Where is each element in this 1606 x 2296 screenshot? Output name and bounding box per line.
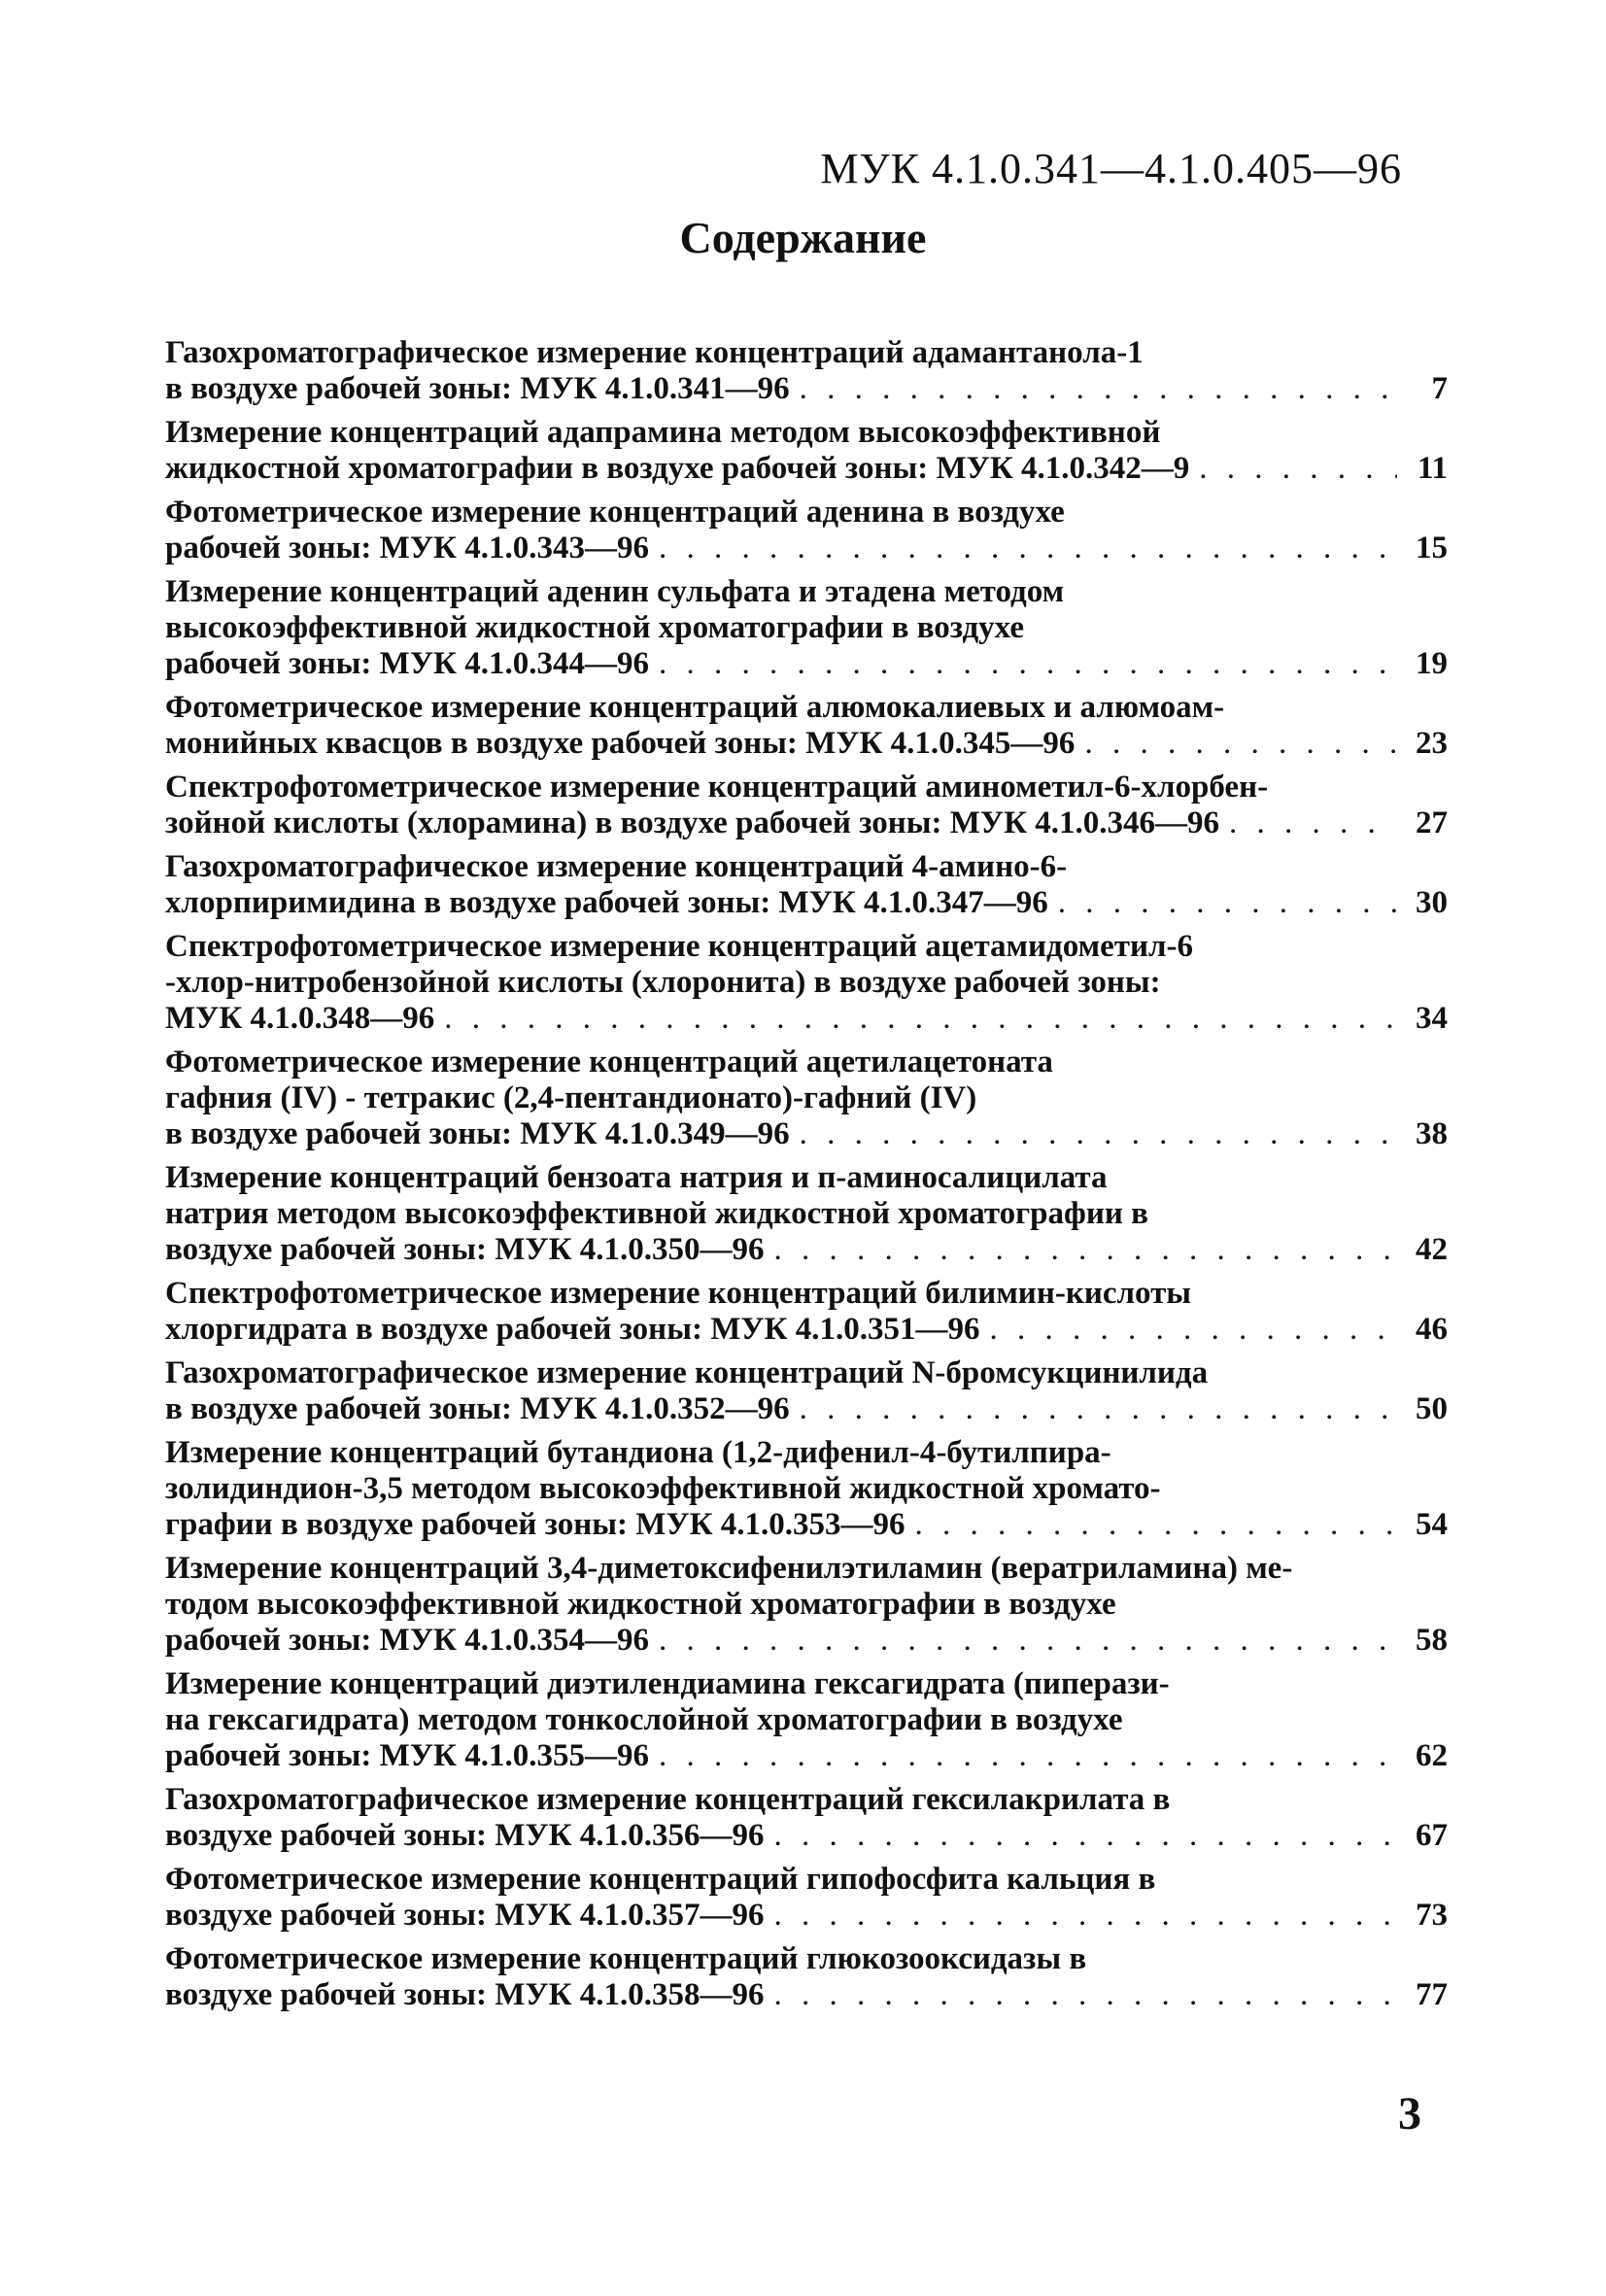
toc-entry-line (165, 1391, 1448, 1427)
toc-entry-line: Газохроматографическое измерение концентраций адамантанола-1 (165, 335, 1144, 370)
toc-entry-text: в воздухе рабочей зоны: МУК 4.1.0.341—96 (165, 371, 790, 406)
toc-entry-line (165, 1818, 1448, 1854)
dot-leader (800, 371, 1397, 407)
toc-page-number: 46 (1416, 1312, 1448, 1347)
toc-entry-line: Спектрофотометрическое измерение концентраций ацетамидометил-6 (165, 929, 1193, 964)
toc-entry-line (165, 371, 1448, 407)
toc-entry-line (165, 531, 1448, 566)
toc-page-number: 62 (1416, 1738, 1448, 1773)
toc-entry-line: натрия методом высокоэффективной жидкостной хроматографии в (165, 1196, 1148, 1231)
dot-leader (659, 1623, 1397, 1659)
document-code: МУК 4.1.0.341—4.1.0.405—96 (820, 145, 1402, 192)
dot-leader (444, 1001, 1397, 1037)
dot-leader (800, 1116, 1397, 1152)
toc-page-number: 19 (1416, 646, 1448, 681)
toc-entry-line (165, 1507, 1448, 1543)
toc-entry-line (165, 1898, 1448, 1934)
toc-entry-line: гафния (IV) - тетракис (2,4-пентандионато)-гафний (IV) (165, 1080, 977, 1115)
toc-entry-text: в воздухе рабочей зоны: МУК 4.1.0.349—96 (165, 1116, 790, 1151)
toc-page-number: 11 (1417, 451, 1448, 486)
toc-entry-line: Фотометрическое измерение концентраций глюкозооксидазы в (165, 1941, 1087, 1976)
toc-page-number: 50 (1416, 1391, 1448, 1426)
toc-entry-text: рабочей зоны: МУК 4.1.0.343—96 (165, 531, 649, 565)
toc-entry-text: жидкостной хроматографии в воздухе рабочей зоны: МУК 4.1.0.342—9 (165, 451, 1190, 486)
toc-entry-line (165, 885, 1448, 921)
toc-entry-line: на гексагидрата) методом тонкослойной хроматографии в воздухе (165, 1702, 1123, 1737)
toc-entry-text: воздухе рабочей зоны: МУК 4.1.0.356—96 (165, 1818, 765, 1853)
dot-leader (1229, 805, 1397, 841)
toc-entry[interactable] (165, 929, 1448, 1037)
toc-entry-line: Фотометрическое измерение концентраций гипофосфита кальция в (165, 1862, 1156, 1897)
toc-page-number: 38 (1416, 1116, 1448, 1151)
toc-entry[interactable] (165, 415, 1448, 487)
toc-entry-line: Фотометрическое измерение концентраций алюмокалиевых и алюмоам- (165, 690, 1225, 725)
toc-entry-line: Спектрофотометрическое измерение концентраций аминометил-6-хлорбен- (165, 770, 1269, 805)
toc-entry[interactable] (165, 1551, 1448, 1659)
toc-page-number: 15 (1416, 531, 1448, 565)
page-number: 3 (1398, 2088, 1421, 2140)
toc-entry-text: воздухе рабочей зоны: МУК 4.1.0.350—96 (165, 1232, 765, 1267)
toc-page-number: 67 (1416, 1818, 1448, 1853)
toc-entry-line: Спектрофотометрическое измерение концентраций билимин-кислоты (165, 1276, 1192, 1311)
toc-entry[interactable] (165, 495, 1448, 566)
toc-entry-text: зойной кислоты (хлорамина) в воздухе рабочей зоны: МУК 4.1.0.346—96 (165, 805, 1220, 840)
toc-entry-text: в воздухе рабочей зоны: МУК 4.1.0.352—96 (165, 1391, 790, 1426)
toc-page-number: 54 (1416, 1507, 1448, 1542)
toc-entry-line: Фотометрическое измерение концентраций ацетилацетоната (165, 1045, 1053, 1079)
toc-entry-line: Газохроматографическое измерение концентраций N-бромсукцинилида (165, 1355, 1209, 1390)
toc-page-number: 58 (1416, 1623, 1448, 1658)
toc-entry[interactable] (165, 1666, 1448, 1774)
toc-entry[interactable] (165, 1862, 1448, 1934)
toc-page-number: 27 (1416, 805, 1448, 840)
toc-page-number: 42 (1416, 1232, 1448, 1267)
toc-entry-line: Измерение концентраций бензоата натрия и п-аминосалицилата (165, 1160, 1108, 1195)
toc-entry-line: высокоэффективной жидкостной хроматографии в воздухе (165, 610, 1024, 645)
toc-page-number: 34 (1416, 1001, 1448, 1036)
toc-page-number: 73 (1416, 1898, 1448, 1933)
toc-entry-text: МУК 4.1.0.348—96 (165, 1001, 435, 1036)
toc-entry-line (165, 451, 1448, 487)
toc-entry-text: воздухе рабочей зоны: МУК 4.1.0.357—96 (165, 1898, 765, 1933)
dot-leader (774, 1818, 1398, 1854)
toc-entry-line: Газохроматографическое измерение концентраций 4-амино-6- (165, 849, 1068, 884)
toc-entry-line: Фотометрическое измерение концентраций аденина в воздухе (165, 495, 1065, 530)
toc-entry-line (165, 1116, 1448, 1152)
toc-entry[interactable] (165, 1435, 1448, 1543)
toc-entry-line (165, 1738, 1448, 1774)
toc-entry[interactable] (165, 1941, 1448, 2013)
dot-leader (1084, 726, 1397, 762)
toc-entry-line: золидиндион-3,5 методом высокоэффективной жидкостной хромато- (165, 1471, 1161, 1506)
toc-entry-line (165, 726, 1448, 762)
toc-entry-line: Измерение концентраций бутандиона (1,2-дифенил-4-бутилпира- (165, 1435, 1111, 1470)
toc-entry[interactable] (165, 1276, 1448, 1348)
toc-entry-line: Измерение концентраций 3,4-диметоксифенилэтиламин (вератриламина) ме- (165, 1551, 1293, 1586)
toc-entry-line: тодом высокоэффективной жидкостной хроматографии в воздухе (165, 1587, 1116, 1622)
toc-entry-line: Измерение концентраций диэтилендиамина гексагидрата (пиперази- (165, 1666, 1170, 1701)
toc-entry[interactable] (165, 1782, 1448, 1854)
dot-leader (1058, 885, 1397, 921)
toc-entry-line (165, 1232, 1448, 1268)
toc-entry-line: Измерение концентраций аденин сульфата и этадена методом (165, 574, 1065, 609)
toc-entry-text: хлорпиримидина в воздухе рабочей зоны: МУК 4.1.0.347—96 (165, 885, 1048, 920)
page-title: Содержание (679, 213, 927, 262)
dot-leader (915, 1507, 1397, 1543)
dot-leader (659, 531, 1397, 566)
toc-entry-line: Газохроматографическое измерение концентраций гексилакрилата в (165, 1782, 1171, 1817)
dot-leader (774, 1977, 1398, 2013)
toc-entry-line: Измерение концентраций адапрамина методом высокоэффективной (165, 415, 1161, 450)
toc-page-number: 30 (1416, 885, 1448, 920)
dot-leader (1199, 451, 1397, 487)
toc-entry-text: рабочей зоны: МУК 4.1.0.354—96 (165, 1623, 649, 1658)
toc-entry-line (165, 646, 1448, 682)
toc-page-number: 77 (1416, 1977, 1448, 2012)
dot-leader (990, 1312, 1398, 1348)
toc-entry-text: графии в воздухе рабочей зоны: МУК 4.1.0.353—96 (165, 1507, 906, 1542)
toc-entry[interactable] (165, 1160, 1448, 1268)
toc-entry[interactable] (165, 770, 1448, 841)
dot-leader (800, 1391, 1397, 1427)
dot-leader (774, 1898, 1398, 1934)
table-of-contents (165, 335, 1448, 2021)
toc-entry-line (165, 805, 1448, 841)
toc-entry-line (165, 1001, 1448, 1037)
toc-entry-line (165, 1312, 1448, 1348)
toc-entry-line: -хлор-нитробензойной кислоты (хлоронита) в воздухе рабочей зоны: (165, 965, 1161, 1000)
toc-entry[interactable] (165, 690, 1448, 762)
dot-leader (659, 1738, 1397, 1774)
toc-entry[interactable] (165, 574, 1448, 682)
toc-entry-text: рабочей зоны: МУК 4.1.0.344—96 (165, 646, 649, 681)
toc-entry[interactable] (165, 849, 1448, 921)
dot-leader (774, 1232, 1398, 1268)
toc-entry[interactable] (165, 1355, 1448, 1427)
toc-entry[interactable] (165, 1045, 1448, 1152)
toc-entry-text: воздухе рабочей зоны: МУК 4.1.0.358—96 (165, 1977, 765, 2012)
toc-entry-text: монийных квасцов в воздухе рабочей зоны: МУК 4.1.0.345—96 (165, 726, 1076, 761)
toc-page-number: 23 (1416, 726, 1448, 761)
toc-page-number: 7 (1431, 371, 1448, 406)
toc-entry-line (165, 1623, 1448, 1659)
toc-entry-line (165, 1977, 1448, 2013)
toc-entry-text: рабочей зоны: МУК 4.1.0.355—96 (165, 1738, 649, 1773)
dot-leader (659, 646, 1397, 682)
toc-entry[interactable] (165, 335, 1448, 407)
toc-entry-text: хлоргидрата в воздухе рабочей зоны: МУК 4.1.0.351—96 (165, 1312, 980, 1347)
